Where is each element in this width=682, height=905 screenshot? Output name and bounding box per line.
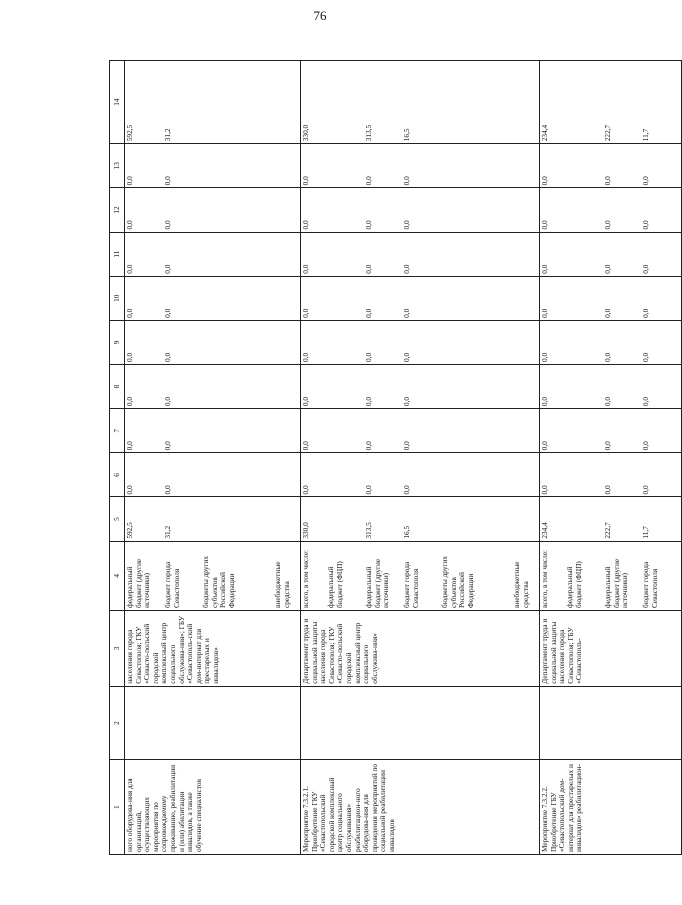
value-cell-col-5 <box>125 497 301 541</box>
table-row <box>540 61 682 855</box>
funding-source-label: всего, в том числе: <box>301 549 310 609</box>
value-cell-col-11 <box>125 232 301 276</box>
amount-value <box>327 63 365 141</box>
amount-value: 0,0 <box>364 441 373 451</box>
amount-value <box>441 146 513 185</box>
amount-value <box>513 323 538 362</box>
funding-source-label: федеральный бюджет (ФЦП) <box>326 561 344 609</box>
amount-value: 11,7 <box>641 526 650 539</box>
amount-value: 0,0 <box>641 264 650 274</box>
amount-value: 0,0 <box>402 176 411 186</box>
table-row <box>125 61 301 855</box>
funding-source-label: внебюджетные средства <box>273 561 291 609</box>
amount-value: 0,0 <box>402 485 411 495</box>
table-body <box>125 61 682 855</box>
amount-value: 0,0 <box>540 441 549 451</box>
value-cell-col-14 <box>301 61 540 144</box>
amount-value: 313,5 <box>364 124 373 142</box>
amount-value: 0,0 <box>125 264 134 274</box>
funding-source-label: внебюджетные средства <box>512 561 530 609</box>
amount-value <box>441 235 513 274</box>
column-header: 1 <box>110 760 125 855</box>
amount-value: 0,0 <box>301 485 310 495</box>
amount-value <box>327 146 365 185</box>
amount-value: 0,0 <box>641 485 650 495</box>
amount-value: 0,0 <box>603 220 612 230</box>
value-cell-col-12 <box>125 188 301 232</box>
value-cell-col-11 <box>301 232 540 276</box>
amount-value: 0,0 <box>603 264 612 274</box>
amount-value <box>274 323 299 362</box>
amount-value: 0,0 <box>163 397 172 407</box>
amount-value: 0,0 <box>301 352 310 362</box>
amount-value: 234,4 <box>540 124 549 142</box>
column-header: 7 <box>110 409 125 453</box>
amount-value: 31,2 <box>163 525 172 539</box>
amount-value <box>566 323 604 362</box>
amount-value: 0,0 <box>301 308 310 318</box>
funding-source-label: бюджеты других субъектов Российской Федерации <box>201 555 236 609</box>
value-cell-col-6 <box>301 453 540 497</box>
funding-sources-cell <box>540 541 682 610</box>
amount-value <box>513 411 538 450</box>
amount-value <box>202 190 274 229</box>
amount-value <box>327 367 365 406</box>
cell-c2 <box>125 686 301 760</box>
amount-value: 0,0 <box>364 397 373 407</box>
value-cell-col-9 <box>125 320 301 364</box>
amount-value <box>566 367 604 406</box>
amount-value <box>513 190 538 229</box>
amount-value: 0,0 <box>301 441 310 451</box>
table-row <box>301 61 540 855</box>
amount-value <box>566 499 604 538</box>
value-cell-col-6 <box>125 453 301 497</box>
amount-value <box>441 323 513 362</box>
amount-value: 0,0 <box>641 220 650 230</box>
funding-source-label: федеральный бюджет (другие источники) <box>125 558 152 609</box>
amount-value <box>327 455 365 494</box>
amount-value <box>441 279 513 318</box>
column-header: 10 <box>110 276 125 320</box>
amount-value: 0,0 <box>641 397 650 407</box>
amount-value <box>274 455 299 494</box>
amount-value <box>441 411 513 450</box>
amount-value: 0,0 <box>301 397 310 407</box>
amount-value: 0,0 <box>603 397 612 407</box>
column-header: 3 <box>110 611 125 687</box>
amount-value <box>566 411 604 450</box>
amount-value: 11,7 <box>641 128 650 142</box>
value-cell-col-14 <box>540 61 682 144</box>
value-cell-col-13 <box>540 144 682 188</box>
amount-value: 222,7 <box>603 522 612 539</box>
amount-value <box>441 367 513 406</box>
column-header: 9 <box>110 320 125 364</box>
funding-source-label: бюджет города Севастополя <box>641 561 659 609</box>
amount-value <box>202 146 274 185</box>
amount-value: 0,0 <box>301 264 310 274</box>
amount-value: 222,7 <box>603 124 612 142</box>
amount-value <box>513 279 538 318</box>
amount-value <box>327 279 365 318</box>
amount-value: 592,5 <box>125 522 134 539</box>
amount-value: 0,0 <box>364 264 373 274</box>
column-header: 2 <box>110 686 125 760</box>
amount-value <box>327 411 365 450</box>
amount-value: 0,0 <box>603 352 612 362</box>
amount-value <box>202 499 274 538</box>
amount-value: 234,4 <box>540 522 549 539</box>
value-cell-col-8 <box>301 365 540 409</box>
amount-value: 0,0 <box>540 176 549 186</box>
amount-value: 0,0 <box>603 308 612 318</box>
amount-value: 0,0 <box>125 308 134 318</box>
amount-value <box>274 367 299 406</box>
amount-value <box>441 190 513 229</box>
value-cell-col-8 <box>125 365 301 409</box>
amount-value <box>441 63 513 141</box>
amount-value <box>327 499 365 538</box>
amount-value <box>274 279 299 318</box>
value-cell-col-12 <box>540 188 682 232</box>
cell-c1: ного оборудова-ния для организаций, осуществляющих мероприятия по сопровождаемому проживанию, реабилитации и (или) абилитации инвалидов, а также обучение специалистов <box>125 760 301 855</box>
funding-source-label: бюджеты других субъектов Российской Федерации <box>440 555 475 609</box>
amount-value: 0,0 <box>402 397 411 407</box>
amount-value <box>202 367 274 406</box>
amount-value: 0,0 <box>125 397 134 407</box>
column-header: 6 <box>110 453 125 497</box>
amount-value <box>566 279 604 318</box>
amount-value <box>274 499 299 538</box>
amount-value: 0,0 <box>641 308 650 318</box>
amount-value <box>566 455 604 494</box>
amount-value <box>274 190 299 229</box>
page-number: 76 <box>313 8 327 23</box>
amount-value <box>202 235 274 274</box>
amount-value <box>327 323 365 362</box>
amount-value: 0,0 <box>163 352 172 362</box>
cell-c1: Мероприятие 7.3.2.1. Приобретение ГКУ «Севастопольский городской комплексный центр социального обслуживания» реабилитацион-ного оборудова-ния для проведения мероприятий по социальной реабилитации инвалидов <box>301 760 540 855</box>
column-header: 5 <box>110 497 125 541</box>
amount-value: 330,0 <box>301 124 310 142</box>
amount-value <box>202 411 274 450</box>
value-cell-col-8 <box>540 365 682 409</box>
value-cell-col-5 <box>301 497 540 541</box>
funding-source-label: бюджет города Севастополя <box>163 561 181 609</box>
value-cell-col-14 <box>125 61 301 144</box>
amount-value <box>513 63 538 141</box>
amount-value: 0,0 <box>540 220 549 230</box>
amount-value: 0,0 <box>364 220 373 230</box>
cell-c3: населения города Севастополя; ГКУ «Севасто-польский городской комплексный центр социального обслужива-ния»; ГБУ «Севастополь-ский дом-интернат для престарелых и инвалидов» <box>125 611 301 687</box>
value-cell-col-10 <box>125 276 301 320</box>
amount-value <box>566 146 604 185</box>
program-financing-table <box>109 60 682 855</box>
amount-value: 0,0 <box>540 352 549 362</box>
cell-c2 <box>540 686 682 760</box>
amount-value <box>566 235 604 274</box>
amount-value <box>327 235 365 274</box>
amount-value <box>327 190 365 229</box>
amount-value: 0,0 <box>301 176 310 186</box>
amount-value: 0,0 <box>540 264 549 274</box>
amount-value <box>274 146 299 185</box>
amount-value <box>202 63 274 141</box>
value-cell-col-12 <box>301 188 540 232</box>
amount-value: 0,0 <box>540 485 549 495</box>
amount-value: 0,0 <box>125 176 134 186</box>
amount-value: 0,0 <box>402 441 411 451</box>
value-cell-col-7 <box>125 409 301 453</box>
funding-source-label: федеральный бюджет (ФЦП) <box>565 561 583 609</box>
amount-value: 0,0 <box>125 441 134 451</box>
value-cell-col-9 <box>540 320 682 364</box>
amount-value: 0,0 <box>641 352 650 362</box>
amount-value: 16,5 <box>402 525 411 539</box>
amount-value: 0,0 <box>125 485 134 495</box>
value-cell-col-7 <box>301 409 540 453</box>
amount-value: 313,5 <box>364 522 373 539</box>
amount-value: 0,0 <box>163 176 172 186</box>
amount-value: 0,0 <box>364 352 373 362</box>
amount-value: 0,0 <box>163 441 172 451</box>
amount-value: 0,0 <box>540 397 549 407</box>
amount-value <box>202 279 274 318</box>
amount-value <box>513 146 538 185</box>
column-header: 14 <box>110 61 125 144</box>
rotated-table-container <box>109 60 659 855</box>
amount-value: 0,0 <box>402 352 411 362</box>
amount-value: 0,0 <box>301 220 310 230</box>
cell-c1: Мероприятие 7.3.2.2. Приобретение ГБУ «Севастопольский дом-интернат для престарелых и инвалидов» реабилитацион- <box>540 760 682 855</box>
value-cell-col-7 <box>540 409 682 453</box>
value-cell-col-6 <box>540 453 682 497</box>
value-cell-col-10 <box>540 276 682 320</box>
cell-c3: Департамент труда и социальной защиты населения города Севастополя; ГБУ «Севастополь- <box>540 611 682 687</box>
amount-value: 0,0 <box>603 485 612 495</box>
cell-c2 <box>301 686 540 760</box>
column-header: 8 <box>110 365 125 409</box>
amount-value: 0,0 <box>163 485 172 495</box>
amount-value: 0,0 <box>163 264 172 274</box>
amount-value <box>202 323 274 362</box>
value-cell-col-10 <box>301 276 540 320</box>
amount-value <box>274 63 299 141</box>
funding-sources-cell <box>125 541 301 610</box>
amount-value <box>513 235 538 274</box>
amount-value: 0,0 <box>125 352 134 362</box>
amount-value: 0,0 <box>163 220 172 230</box>
cell-c3: Департамент труда и социальной защиты населения города Севастополя; ГКУ «Севасто-польский городской комплексный центр социального обслужива-ния» <box>301 611 540 687</box>
amount-value <box>566 190 604 229</box>
amount-value: 0,0 <box>125 220 134 230</box>
amount-value: 0,0 <box>603 176 612 186</box>
value-cell-col-11 <box>540 232 682 276</box>
value-cell-col-13 <box>301 144 540 188</box>
amount-value: 0,0 <box>364 176 373 186</box>
amount-value <box>513 367 538 406</box>
amount-value <box>513 455 538 494</box>
amount-value: 0,0 <box>641 441 650 451</box>
amount-value: 330,0 <box>301 522 310 539</box>
amount-value <box>513 499 538 538</box>
amount-value: 0,0 <box>603 441 612 451</box>
amount-value: 0,0 <box>364 308 373 318</box>
amount-value: 31,2 <box>163 128 172 142</box>
table-header-row <box>110 61 125 855</box>
amount-value: 0,0 <box>402 308 411 318</box>
column-header: 11 <box>110 232 125 276</box>
amount-value: 592,5 <box>125 124 134 142</box>
amount-value <box>274 411 299 450</box>
amount-value: 0,0 <box>163 308 172 318</box>
amount-value <box>441 499 513 538</box>
funding-sources-cell <box>301 541 540 610</box>
value-cell-col-5 <box>540 497 682 541</box>
funding-source-label: федеральный бюджет (другие источники) <box>603 558 630 609</box>
funding-source-label: федеральный бюджет (другие источники) <box>364 558 391 609</box>
amount-value: 0,0 <box>641 176 650 186</box>
column-header: 12 <box>110 188 125 232</box>
amount-value: 0,0 <box>402 220 411 230</box>
column-header: 4 <box>110 541 125 610</box>
amount-value <box>202 455 274 494</box>
funding-source-label: бюджет города Севастополя <box>402 561 420 609</box>
amount-value <box>274 235 299 274</box>
value-cell-col-9 <box>301 320 540 364</box>
value-cell-col-13 <box>125 144 301 188</box>
amount-value: 0,0 <box>540 308 549 318</box>
amount-value: 0,0 <box>402 264 411 274</box>
amount-value: 0,0 <box>364 485 373 495</box>
amount-value: 16,5 <box>402 128 411 142</box>
funding-source-label: всего, в том числе: <box>540 549 549 609</box>
column-header: 13 <box>110 144 125 188</box>
amount-value <box>441 455 513 494</box>
amount-value <box>566 63 604 141</box>
